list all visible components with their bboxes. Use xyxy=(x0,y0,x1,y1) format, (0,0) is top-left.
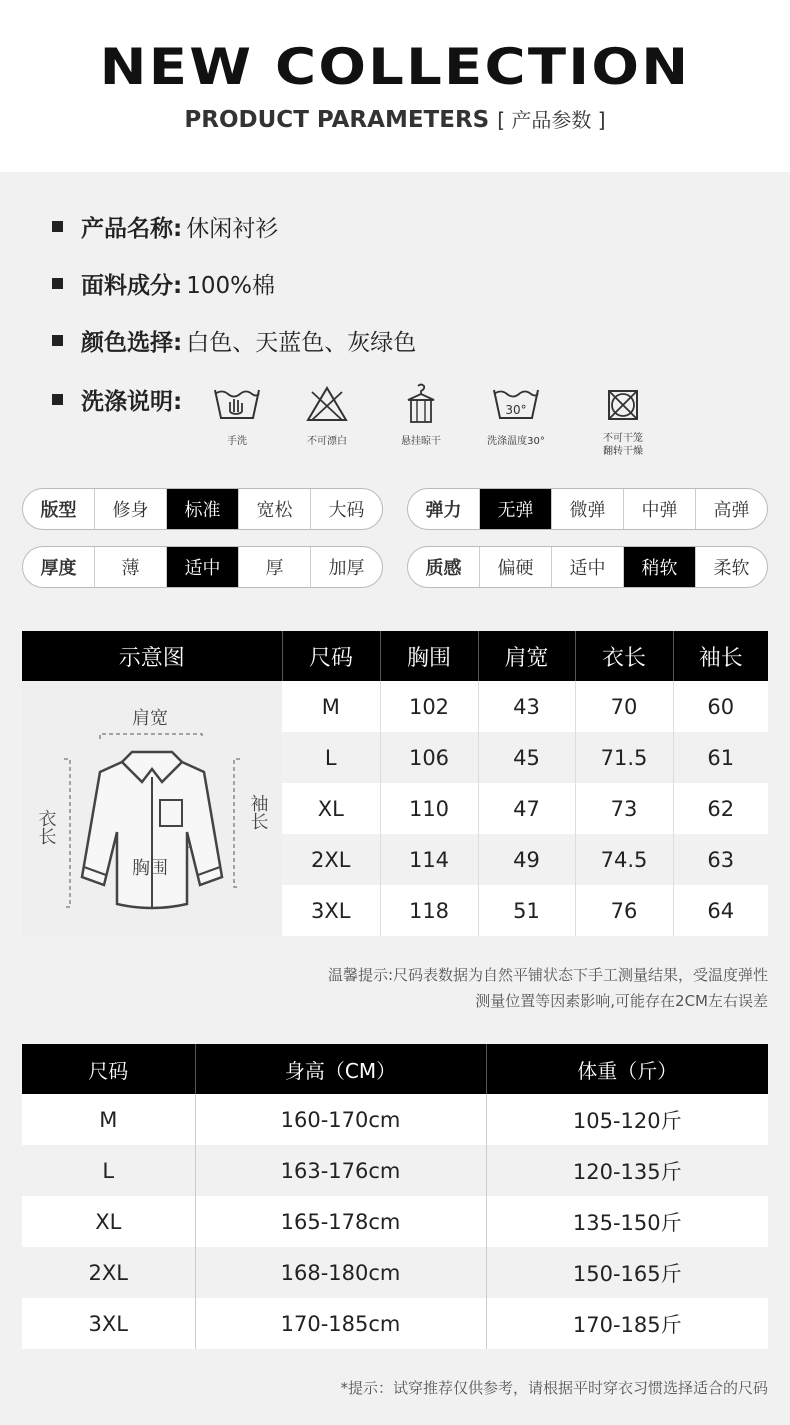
shirt-diagram xyxy=(22,682,282,937)
size-header: 衣长 xyxy=(575,631,673,681)
table-cell: M xyxy=(99,1107,118,1132)
attr-option-selected: 标准 xyxy=(166,489,238,529)
table-cell: XL xyxy=(95,1209,122,1234)
spec-key: 颜色选择: xyxy=(81,330,183,356)
table-cell: L xyxy=(102,1158,115,1183)
table-cell: 102 xyxy=(380,681,478,732)
attr-option: 修身 xyxy=(94,489,166,529)
care-hand-wash xyxy=(192,382,282,447)
attr-option: 厚 xyxy=(238,547,310,587)
care-hang-dry xyxy=(376,382,466,447)
table-cell: 163-176cm xyxy=(195,1145,486,1196)
attr-option: 偏硬 xyxy=(479,547,551,587)
diagram-label-length: 衣长 xyxy=(35,809,57,845)
wash-temp-text: 30° xyxy=(505,403,527,417)
bullet-icon xyxy=(52,394,63,405)
table-cell: 45 xyxy=(478,732,575,783)
spec-row-name xyxy=(52,210,278,243)
attr-name: 质感 xyxy=(425,558,462,579)
table-cell: 120-135斤 xyxy=(486,1145,768,1196)
spec-key: 面料成分: xyxy=(81,273,183,299)
measure-note-2: 测量位置等因素影响,可能存在2CM左右误差 xyxy=(475,992,768,1010)
attr-option: 大码 xyxy=(310,489,382,529)
table-cell: 165-178cm xyxy=(195,1196,486,1247)
table-cell: 150-165斤 xyxy=(486,1247,768,1298)
table-cell: 106 xyxy=(380,732,478,783)
no-tumble-dry-icon xyxy=(596,382,650,426)
table-cell: 63 xyxy=(673,834,768,885)
table-cell: 62 xyxy=(673,783,768,834)
table-cell: 135-150斤 xyxy=(486,1196,768,1247)
attr-option: 薄 xyxy=(94,547,166,587)
page-subtitle xyxy=(0,104,790,133)
spec-key: 洗涤说明: xyxy=(81,389,183,415)
diagram-label-chest: 胸围 xyxy=(132,858,168,879)
table-cell: 51 xyxy=(478,885,575,936)
table-cell: 71.5 xyxy=(575,732,673,783)
attr-name: 版型 xyxy=(40,500,77,521)
table-cell: 49 xyxy=(478,834,575,885)
bullet-icon xyxy=(52,335,63,346)
care-label: 洗涤温度30° xyxy=(487,436,545,447)
table-cell: 168-180cm xyxy=(195,1247,486,1298)
table-row xyxy=(22,1196,768,1247)
table-cell: 170-185cm xyxy=(195,1298,486,1349)
size-header: 袖长 xyxy=(673,631,768,681)
table-row xyxy=(22,1094,768,1145)
attr-fit xyxy=(22,488,383,530)
table-cell: 64 xyxy=(673,885,768,936)
table-cell: 110 xyxy=(380,783,478,834)
table-cell: XL xyxy=(317,796,344,821)
attr-thickness xyxy=(22,546,383,588)
attr-name: 弹力 xyxy=(425,500,462,521)
spec-value: 白色、天蓝色、灰绿色 xyxy=(186,330,417,356)
page-title: NEW COLLECTION xyxy=(99,38,691,96)
care-label: 手洗 xyxy=(227,436,247,447)
attr-option: 适中 xyxy=(551,547,623,587)
hand-wash-icon xyxy=(210,382,264,426)
wash-30-icon xyxy=(489,382,543,426)
table-cell: 3XL xyxy=(311,898,351,923)
diagram-label-sleeve: 袖长 xyxy=(247,794,269,830)
table-cell: 170-185斤 xyxy=(486,1298,768,1349)
care-no-tumble-dry xyxy=(578,382,668,458)
attr-option-selected: 稍软 xyxy=(623,547,695,587)
spec-key: 产品名称: xyxy=(81,216,183,242)
table-cell: 43 xyxy=(478,681,575,732)
attr-option: 中弹 xyxy=(623,489,695,529)
fit-tip: *提示：试穿推荐仅供参考，请根据平时穿衣习惯选择适合的尺码 xyxy=(340,1379,768,1397)
spec-row-fabric xyxy=(52,267,275,300)
care-no-bleach xyxy=(282,382,372,447)
attr-elasticity xyxy=(407,488,768,530)
table-cell: M xyxy=(321,694,340,719)
care-label: 悬挂晾干 xyxy=(401,436,441,447)
table-cell: 3XL xyxy=(88,1311,128,1336)
subtitle-en: PRODUCT PARAMETERS xyxy=(184,107,490,133)
no-bleach-icon xyxy=(300,382,354,426)
table-cell: 70 xyxy=(575,681,673,732)
hw-header: 尺码 xyxy=(22,1044,195,1094)
table-cell: L xyxy=(324,745,337,770)
care-wash-30 xyxy=(471,382,561,447)
table-cell: 73 xyxy=(575,783,673,834)
table-row xyxy=(22,1145,768,1196)
size-header: 尺码 xyxy=(282,631,380,681)
spec-value: 100%棉 xyxy=(186,273,275,299)
size-header: 胸围 xyxy=(380,631,478,681)
size-header: 肩宽 xyxy=(478,631,575,681)
diagram-label-shoulder: 肩宽 xyxy=(132,708,168,729)
table-cell: 60 xyxy=(673,681,768,732)
care-label: 不可漂白 xyxy=(307,436,347,447)
table-cell: 2XL xyxy=(311,847,351,872)
table-cell: 118 xyxy=(380,885,478,936)
bullet-icon xyxy=(52,221,63,232)
subtitle-zh: [ 产品参数 ] xyxy=(497,108,606,132)
attr-option: 微弹 xyxy=(551,489,623,529)
spec-value: 休闲衬衫 xyxy=(186,216,279,242)
table-cell: 61 xyxy=(673,732,768,783)
hw-header: 身高（CM） xyxy=(195,1044,486,1094)
header xyxy=(0,0,790,172)
hang-dry-icon xyxy=(394,382,448,426)
table-row xyxy=(22,1298,768,1349)
attr-option: 柔软 xyxy=(695,547,767,587)
hw-header: 体重（斤） xyxy=(486,1044,768,1094)
care-label: 不可干笼 翻转干燥 xyxy=(603,433,643,457)
table-row xyxy=(22,1247,768,1298)
size-header: 示意图 xyxy=(22,631,282,681)
table-cell: 114 xyxy=(380,834,478,885)
attr-option: 宽松 xyxy=(238,489,310,529)
table-cell: 47 xyxy=(478,783,575,834)
attr-option-selected: 无弹 xyxy=(479,489,551,529)
table-cell: 74.5 xyxy=(575,834,673,885)
spec-row-color xyxy=(52,324,416,357)
attr-option: 加厚 xyxy=(310,547,382,587)
bullet-icon xyxy=(52,278,63,289)
table-cell: 2XL xyxy=(88,1260,128,1285)
table-cell: 105-120斤 xyxy=(486,1094,768,1145)
attr-texture xyxy=(407,546,768,588)
table-cell: 76 xyxy=(575,885,673,936)
table-cell: 160-170cm xyxy=(195,1094,486,1145)
attr-option-selected: 适中 xyxy=(166,547,238,587)
attr-name: 厚度 xyxy=(40,558,77,579)
spec-row-wash xyxy=(52,383,186,416)
attr-option: 高弹 xyxy=(695,489,767,529)
shirt-diagram-icon xyxy=(22,682,282,937)
height-weight-table xyxy=(22,1044,768,1349)
measure-note-1: 温馨提示:尺码表数据为自然平铺状态下手工测量结果，受温度弹性 xyxy=(327,966,768,984)
